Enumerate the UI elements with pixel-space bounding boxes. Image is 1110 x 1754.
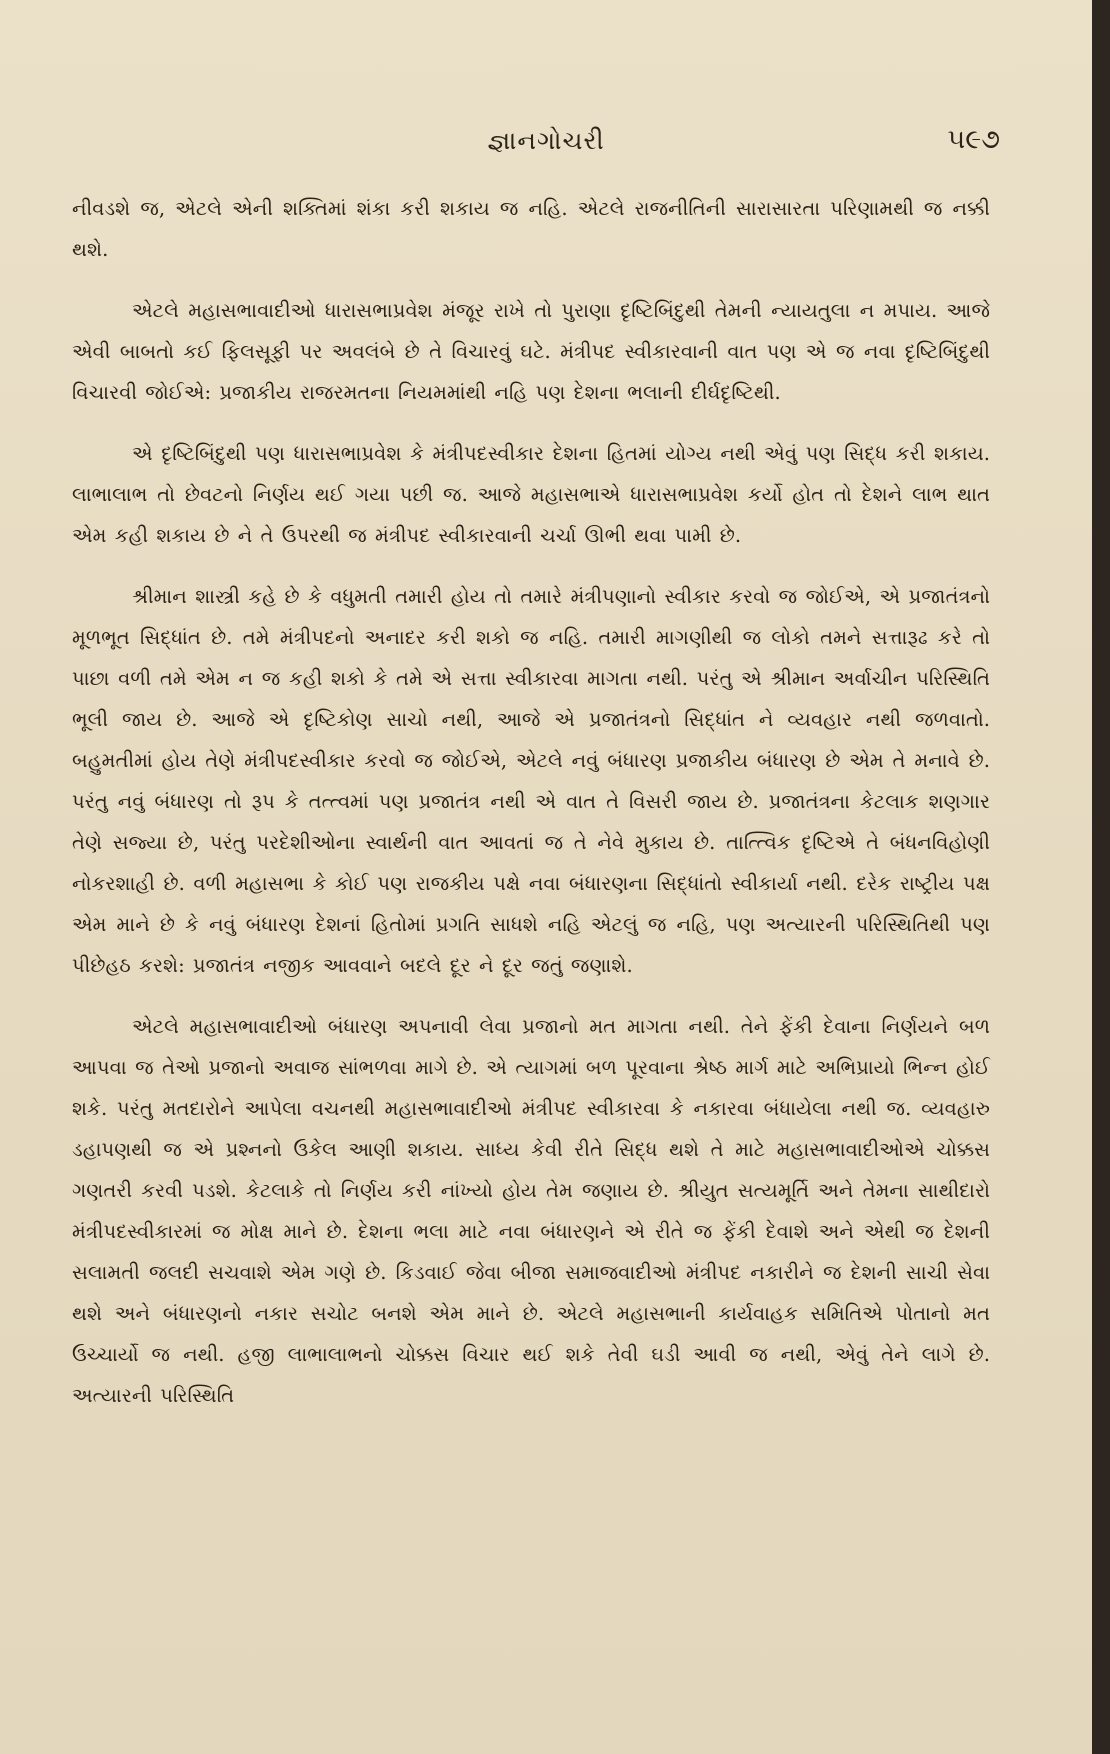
paragraph: એટલે મહાસભાવાદીઓ બંધારણ અપનાવી લેવા પ્રજાનો મત માગતા નથી. તેને ફેંકી દેવાના નિર્ણયને બળ આપવા જ તેઓ પ્રજાનો અવાજ સાંભળવા માગે છે. એ ત્યાગમાં બળ પૂરવાના શ્રેષ્ઠ માર્ગ માટે અભિપ્રાયો ભિન્ન હોઈ શકે. પરંતુ મતદારોને આપેલા વચનથી મહાસભાવાદીઓ મંત્રીપદ સ્વીકારવા કે નકારવા બંધાયેલા નથી જ. વ્યવહારુ ડહાપણથી જ એ પ્રશ્નનો ઉકેલ આણી શકાય. સાધ્ય કેવી રીતે સિદ્ધ થશે તે માટે મહાસભાવાદીઓએ ચોક્કસ ગણતરી કરવી પડશે. કેટલાકે તો નિર્ણય કરી નાંખ્યો હોય તેમ જણાય છે. શ્રીયુત સત્યમૂર્તિ અને તેમના સાથીદારો મંત્રીપદસ્વીકારમાં જ મોક્ષ માને છે. દેશના ભલા માટે નવા બંધારણને એ રીતે જ ફેંકી દેવાશે અને એથી જ દેશની સલામતી જલદી સચવાશે એમ ગણે છે. કિડવાઈ જેવા બીજા સમાજવાદીઓ મંત્રીપદ નકારીને જ દેશની સાચી સેવા થશે અને બંધારણનો નકાર સચોટ બનશે એમ માને છે. એટલે મહાસભાની કાર્યવાહક સમિતિએ પોતાનો મત ઉચ્ચાર્યો જ નથી. હજી લાભાલાભનો ચોક્કસ વિચાર થઈ શકે તેવી ઘડી આવી જ નથી, એવું તેને લાગે છે. અત્યારની પરિસ્થિતિ (72, 1015, 990, 1407)
running-title: જ્ઞાનગોચરી (487, 126, 605, 155)
paragraph-continuation: નીવડશે જ, એટલે એની શક્તિમાં શંકા કરી શકાય જ નહિ. એટલે રાજનીતિની સારાસારતા પરિણામથી જ નક્કી થશે. (72, 197, 990, 261)
page-number: ૫૯૭ (947, 124, 1000, 155)
paragraph: શ્રીમાન શાસ્ત્રી કહે છે કે વધુમતી તમારી હોય તો તમારે મંત્રીપણાનો સ્વીકાર કરવો જ જોઈએ, એ પ્રજાતંત્રનો મૂળભૂત સિદ્ધાંત છે. તમે મંત્રીપદનો અનાદર કરી શકો જ નહિ. તમારી માગણીથી જ લોકો તમને સત્તારૂઢ કરે તો પાછા વળી તમે એમ ન જ કહી શકો કે તમે એ સત્તા સ્વીકારવા માગતા નથી. પરંતુ એ શ્રીમાન અર્વાચીન પરિસ્થિતિ ભૂલી જાય છે. આજે એ દૃષ્ટિકોણ સાચો નથી, આજે એ પ્રજાતંત્રનો સિદ્ધાંત ને વ્યવહાર નથી જળવાતો. બહુમતીમાં હોય તેણે મંત્રીપદસ્વીકાર કરવો જ જોઈએ, એટલે નવું બંધારણ પ્રજાકીય બંધારણ છે એમ તે મનાવે છે. પરંતુ નવું બંધારણ તો રૂપ કે તત્ત્વમાં પણ પ્રજાતંત્ર નથી એ વાત તે વિસરી જાય છે. પ્રજાતંત્રના કેટલાક શણગાર તેણે સજ્યા છે, પરંતુ પરદેશીઓના સ્વાર્થની વાત આવતાં જ તે નેવે મુકાય છે. તાત્ત્વિક દૃષ્ટિએ તે બંધનવિહોણી નોકરશાહી છે. વળી મહાસભા કે કોઈ પણ રાજકીય પક્ષે નવા બંધારણના સિદ્ધાંતો સ્વીકાર્યા નથી. દરેક રાષ્ટ્રીય પક્ષ એમ માને છે કે નવું બંધારણ દેશનાં હિતોમાં પ્રગતિ સાધશે નહિ એટલું જ નહિ, પણ અત્યારની પરિસ્થિતિથી પણ પીછેહઠ કરશે: પ્રજાતંત્ર નજીક આવવાને બદલે દૂર ને દૂર જતું જણાશે. (72, 585, 990, 977)
paragraph: એટલે મહાસભાવાદીઓ ધારાસભાપ્રવેશ મંજૂર રાખે તો પુરાણા દૃષ્ટિબિંદુથી તેમની ન્યાયતુલા ન મપાય. આજે એવી બાબતો કઈ ફિલસૂફી પર અવલંબે છે તે વિચારવું ઘટે. મંત્રીપદ સ્વીકારવાની વાત પણ એ જ નવા દૃષ્ટિબિંદુથી વિચારવી જોઈએ: પ્રજાકીય રાજરમતના નિયમમાંથી નહિ પણ દેશના ભલાની દીર્ઘદૃષ્ટિથી. (72, 299, 990, 404)
paragraph: એ દૃષ્ટિબિંદુથી પણ ધારાસભાપ્રવેશ કે મંત્રીપદસ્વીકાર દેશના હિતમાં યોગ્ય નથી એવું પણ સિદ્ધ કરી શકાય. લાભાલાભ તો છેવટનો નિર્ણય થઈ ગયા પછી જ. આજે મહાસભાએ ધારાસભાપ્રવેશ કર્યો હોત તો દેશને લાભ થાત એમ કહી શકાય છે ને તે ઉપરથી જ મંત્રીપદ સ્વીકારવાની ચર્ચા ઊભી થવા પામી છે. (72, 442, 990, 547)
body-text (72, 188, 990, 1416)
page-header (0, 126, 1092, 166)
